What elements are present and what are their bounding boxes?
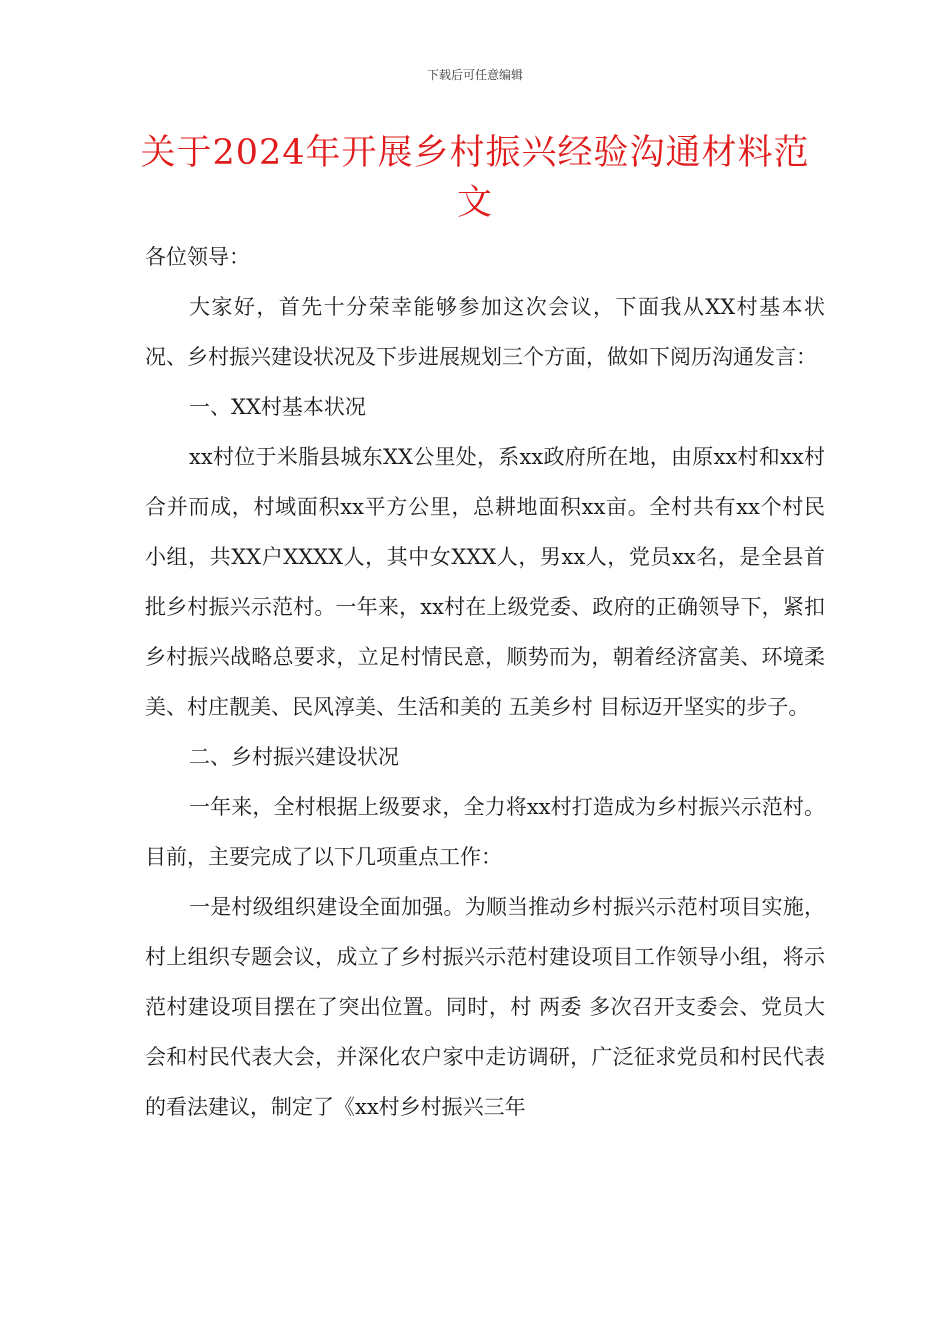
- paragraph-opening: 大家好，首先十分荣幸能够参加这次会议，下面我从XX村基本状况、乡村振兴建设状况及下步进展规划三个方面，做如下阅历沟通发言：: [145, 295, 825, 369]
- paragraph-construction-intro: 一年来，全村根据上级要求，全力将xx村打造成为乡村振兴示范村。目前，主要完成了以下几项重点工作：: [145, 795, 825, 869]
- section-heading-1: 一、XX村基本状况: [189, 395, 366, 419]
- section-heading-2: 二、乡村振兴建设状况: [189, 745, 399, 769]
- document-title: 关于2024年开展乡村振兴经验沟通材料范文: [140, 133, 810, 223]
- paragraph-organization: 一是村级组织建设全面加强。为顺当推动乡村振兴示范村项目实施，村上组织专题会议，成立了乡村振兴示范村建设项目工作领导小组，将示范村建设项目摆在了突出位置。同时，村 两委 多次召开支委会、党员大会和村民代表大会，并深化农户家中走访调研，广泛征求党员和村民代表的看法建议，制定了《xx村乡村振兴三年: [145, 895, 825, 1119]
- salutation: 各位领导：: [145, 245, 250, 269]
- paragraph-village-overview: xx村位于米脂县城东XX公里处，系xx政府所在地，由原xx村和xx村合并而成，村域面积xx平方公里，总耕地面积xx亩。全村共有xx个村民小组，共XX户XXXX人，其中女XXX人，男xx人，党员xx名，是全县首批乡村振兴示范村。一年来，xx村在上级党委、政府的正确领导下，紧扣乡村振兴战略总要求，立足村情民意，顺势而为，朝着经济富美、环境柔美、村庄靓美、民风淳美、生活和美的 五美乡村 目标迈开坚实的步子。: [145, 445, 825, 719]
- document-body: [145, 232, 825, 1132]
- header-note: 下载后可任意编辑: [426, 68, 523, 82]
